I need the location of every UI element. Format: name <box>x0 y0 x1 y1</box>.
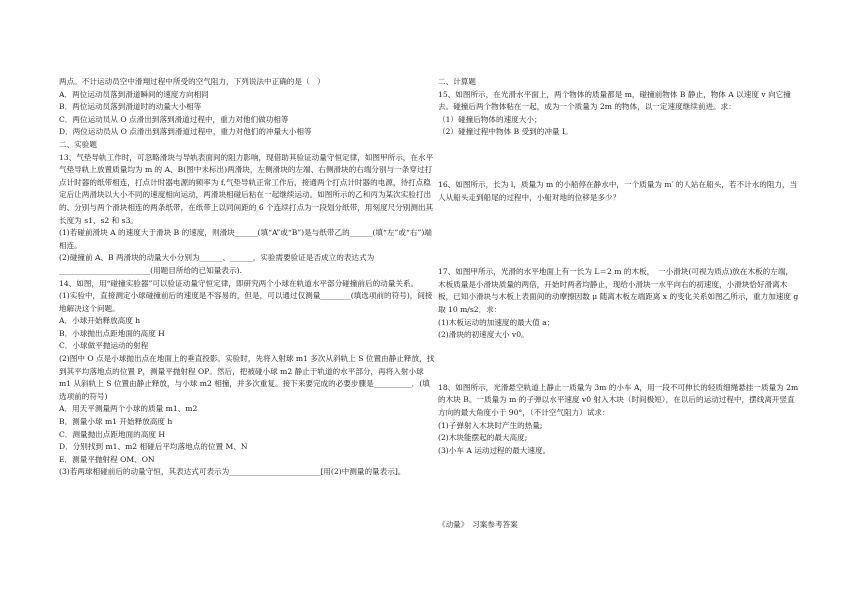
q18-part-3: (3)小车 A 运动过程的最大速度。 <box>438 445 551 455</box>
q13-stem: 13、气垫导轨工作时，可忽略滑块与导轨表面间的阻力影响，现借助其验证动量守恒定律，如图甲所示，在水平气垫导轨上放置质量均为 m 的 A、B(图中未标出)两滑块，左侧滑块的左端、右侧滑块的右端分别与一条穿过打点计时器的纸带相连，打点计时器电源的频率为 f,气垫导轨正常工作后，接通两个打点计时器的电源，待打点稳定后让两滑块以大小不同的速度相向运动，两滑块相碰后粘在一起继续运动。如图所示的乙和丙为某次实验打出的、分别与两个滑块相连的两条纸带，在纸带上以同间距的 6 个连续打点为一段划分纸带，用刻度尺分别测出其长度为 s1、s2 和 s3。 <box>59 152 434 225</box>
q17-stem: 17、如图甲所示，光滑的水平地面上有一长为 L＝2 m 的木板， 一小滑块(可视为质点)放在木板的左端，木板质量是小滑块质量的两倍，开始时两者均静止，现给小滑块一水平向右的初速度，小滑块恰好滑离木板，已知小滑块与木板上表面间的动摩擦因数 μ 随离木板左端距离 x 的变化关系如图乙所示，重力加速度 g 取 10 m/s2．求： <box>438 267 799 314</box>
q14-part-3: (3)若两球相碰前后的动量守恒，其表达式可表示为________________________[用(2)中测量的量表示]。 <box>59 467 406 477</box>
q12-stem-tail: 两点。不计运动员空中滑翔过程中所受的空气阻力，下列说法中正确的是（ ） <box>59 77 325 86</box>
q14-2-option-c: C．测量抛出点距地面的高度 H <box>59 429 165 439</box>
q15-part-2: （2）碰撞过程中物体 B 受到的冲量 I。 <box>438 127 573 137</box>
q14-2-option-a: A．用天平测量两个小球的质量 m1、m2 <box>59 404 198 414</box>
q12-option-b: B．两位运动员落到滑道时的动量大小相等 <box>59 102 202 112</box>
q12-option-d: D．两位运动员从 O 点滑出到落到滑道过程中，重力对他们的冲量大小相等 <box>59 127 312 137</box>
q12-option-a: A．两位运动员落到滑道瞬间的速度方向相同 <box>59 89 209 99</box>
q18-part-1: (1)子弹射入木块时产生的热量; <box>438 420 543 430</box>
q14-2-option-e: E．测量平抛射程 OM、ON <box>59 454 155 464</box>
q16-stem: 16、如图所示，长为 l，质量为 m 的小船停在静水中，一个质量为 m′ 的人站在船头，若不计水的阻力，当人从船头走到船尾的过程中，小船对地的位移是多少？ <box>438 179 798 202</box>
q14-1-option-a: A．小球开始释放高度 h <box>59 316 141 326</box>
q15-stem: 15、如图所示，在光滑水平面上，两个物体的质量都是 m，碰撞前物体 B 静止，物体 A 以速度 v 向它撞去。碰撞后两个物体粘在一起，成为一个质量为 2m 的物体，以一定速度继续前进。求： <box>438 89 791 112</box>
q14-part-2: (2)图中 O 点是小球抛出点在地面上的垂直投影。实验时，先将入射球 m1 多次从斜轨上 S 位置由静止释放，找到其平均落地点的位置 P，测量平抛射程 OP。然后，把被碰小球 m2 静止于轨道的水平部分，再将入射小球 m1 从斜轨上 S 位置由静止释放，与小球 m2 相撞，并多次重复。接下来要完成的必要步骤是__________．(填选项前的符号) <box>59 354 435 401</box>
q18-stem: 18、如图所示，光滑悬空轨道上静止一质量为 3m 的小车 A，用一段不可伸长的轻质细绳悬挂一质量为 2m 的木块 B。一质量为 m 的子弹以水平速度 v0 射入木块（时间极短），在以后的运动过程中，摆线离开竖直方向的最大角度小于 90°，（不计空气阻力）试求： <box>438 382 799 417</box>
q18-part-2: (2)木块能摆起的最大高度; <box>438 433 528 443</box>
section-experiment-heading: 二、实验题 <box>59 139 97 149</box>
q13-part-2: (2)碰撞前 A、B 两滑块的动量大小分别为______、______，实验需要验证是否成立的表达式为________________________(用题目所给的已知量表示). <box>59 253 375 275</box>
section-calculation-heading: 二、计算题 <box>438 77 476 86</box>
answer-key-title: 《动量》 习案参考答案 <box>438 520 518 529</box>
right-column <box>438 76 800 457</box>
q14-2-option-d: D．分别找到 m1、m2 相碰后平均落地点的位置 M、N <box>59 442 248 452</box>
q13-part-1: (1)若碰前滑块 A 的速度大于滑块 B 的速度，则滑块______(填“A”或“B”)是与纸带乙的______(填“左”或“右”)端相连。 <box>59 228 432 250</box>
left-column <box>59 76 435 479</box>
q15-part-1: （1）碰撞后物体的速度大小； <box>438 114 542 124</box>
q14-1-option-c: C．小球做平抛运动的射程 <box>59 341 149 351</box>
q14-2-option-b: B．测量小球 m1 开始释放高度 h <box>59 417 173 427</box>
q17-part-2: (2)滑块的初速度大小 v0。 <box>438 330 529 340</box>
q12-option-c: C．两位运动员从 O 点滑出到落到滑道过程中，重力对他们做功相等 <box>59 114 289 124</box>
q14-stem: 14、如图，用“碰撞实验器”可以验证动量守恒定律，即研究两个小球在轨道水平部分碰撞前后的动量关系。 <box>59 278 419 288</box>
q14-1-option-b: B．小球抛出点距地面的高度 H <box>59 328 165 338</box>
q14-part-1: (1)实验中，直接测定小球碰撞前后的速度是不容易的，但是，可以通过仅测量________(填选项前的符号)，间接地解决这个问题。 <box>59 291 433 313</box>
q17-part-1: (1)木板运动的加速度的最大值 a； <box>438 317 555 327</box>
